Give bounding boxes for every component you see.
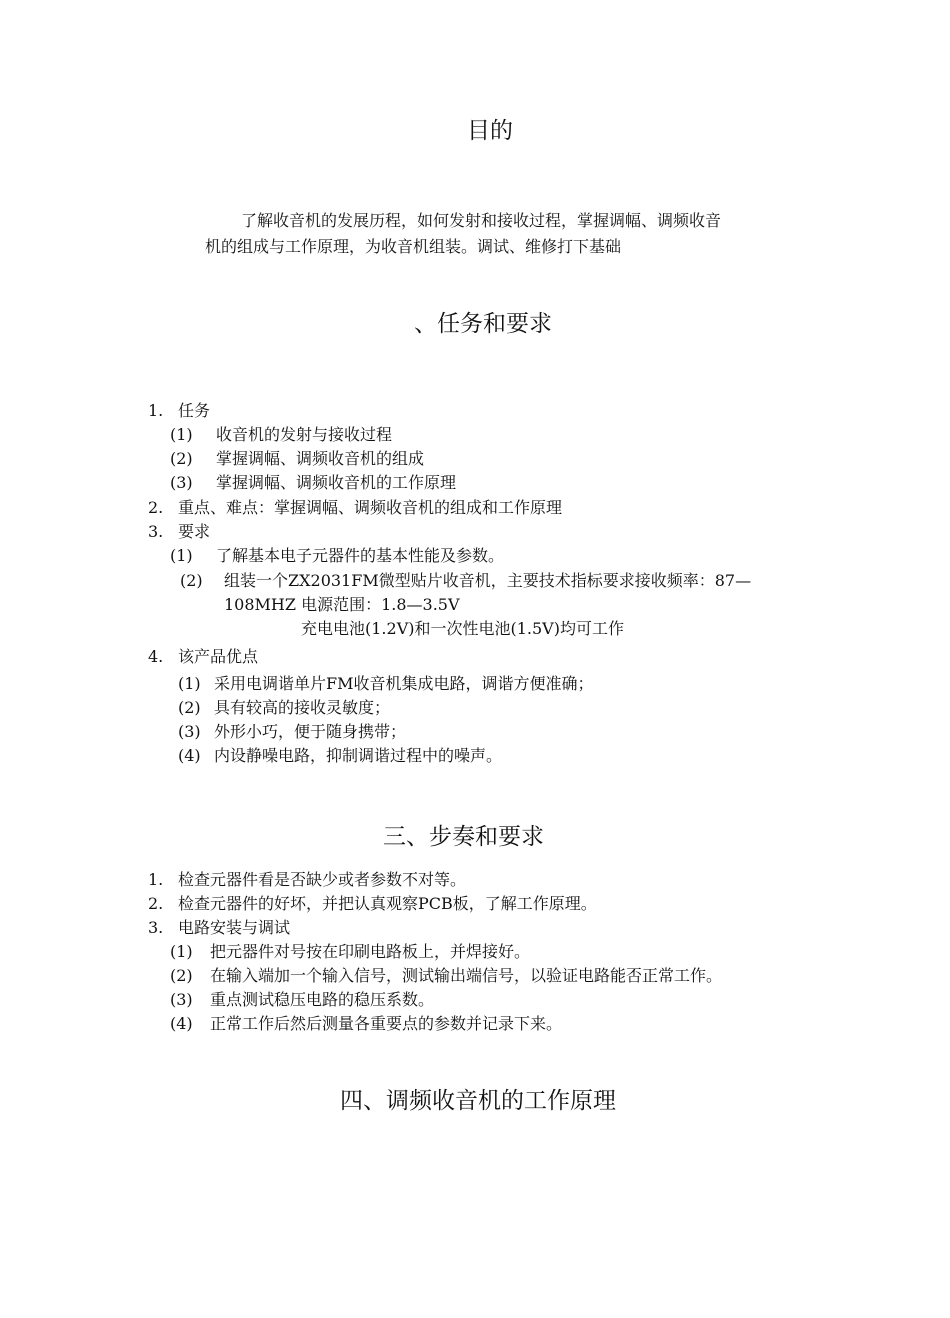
step-item bbox=[148, 893, 597, 915]
principle-heading: 四、调频收音机的工作原理 bbox=[340, 1088, 616, 1114]
step-item-number: (2) bbox=[170, 966, 193, 985]
task-item-text: 充电电池(1.2V)和一次性电池(1.5V)均可工作 bbox=[301, 619, 624, 638]
purpose-line-2: 机的组成与工作原理，为收音机组装。调试、维修打下基础 bbox=[205, 237, 622, 256]
step-item bbox=[148, 869, 466, 891]
task-item-continuation bbox=[224, 594, 460, 616]
task-item-number: (2) bbox=[180, 571, 203, 590]
task-item-text: 掌握调幅、调频收音机的工作原理 bbox=[216, 473, 457, 492]
step-item-text: 把元器件对号按在印刷电路板上，并焊接好。 bbox=[210, 942, 531, 961]
step-item-number: 2. bbox=[148, 894, 164, 913]
task-item-number: (4) bbox=[178, 746, 201, 765]
task-item-number: (3) bbox=[170, 473, 193, 492]
task-item-number: (1) bbox=[170, 546, 193, 565]
step-item-text: 电路安装与调试 bbox=[178, 918, 291, 937]
task-item-text: 采用电调谐单片FM收音机集成电路，调谐方便准确； bbox=[214, 674, 594, 693]
task-item bbox=[178, 697, 390, 719]
step-item-text: 检查元器件的好坏，并把认真观察PCB板，了解工作原理。 bbox=[178, 894, 597, 913]
step-item-number: 3. bbox=[148, 918, 164, 937]
task-item-text: 收音机的发射与接收过程 bbox=[216, 425, 393, 444]
task-item-number: 3. bbox=[148, 522, 164, 541]
task-item bbox=[148, 646, 258, 668]
task-item bbox=[170, 472, 456, 494]
task-item-text: 要求 bbox=[178, 522, 211, 541]
task-item bbox=[170, 448, 424, 470]
step-item-number: (3) bbox=[170, 990, 193, 1009]
step-item bbox=[170, 941, 530, 963]
task-item-continuation bbox=[301, 618, 624, 640]
task-item-number: (1) bbox=[178, 674, 201, 693]
task-item-number: 4. bbox=[148, 647, 164, 666]
purpose-line-1: 了解收音机的发展历程，如何发射和接收过程，掌握调幅、调频收音 bbox=[241, 211, 722, 230]
step-item-text: 重点测试稳压电路的稳压系数。 bbox=[210, 990, 435, 1009]
task-item-number: (3) bbox=[178, 722, 201, 741]
step-item bbox=[170, 965, 722, 987]
step-item-text: 正常工作后然后测量各重要点的参数并记录下来。 bbox=[210, 1014, 563, 1033]
task-item-number: 1. bbox=[148, 401, 164, 420]
task-item-number: (1) bbox=[170, 425, 193, 444]
step-item-text: 在输入端加一个输入信号，测试输出端信号，以验证电路能否正常工作。 bbox=[210, 966, 723, 985]
task-item-text: 任务 bbox=[178, 401, 211, 420]
task-item-text: 外形小巧，便于随身携带； bbox=[214, 722, 407, 741]
task-item-text: 重点、难点：掌握调幅、调频收音机的组成和工作原理 bbox=[178, 498, 563, 517]
task-item-text: 了解基本电子元器件的基本性能及参数。 bbox=[216, 546, 505, 565]
task-item bbox=[148, 400, 210, 422]
task-item-text: 内设静噪电路，抑制调谐过程中的噪声。 bbox=[214, 746, 503, 765]
task-item-text: 掌握调幅、调频收音机的组成 bbox=[216, 449, 425, 468]
task-item bbox=[178, 673, 594, 695]
task-item bbox=[170, 545, 504, 567]
task-item bbox=[170, 424, 392, 446]
step-item-number: 1. bbox=[148, 870, 164, 889]
step-item-number: (4) bbox=[170, 1014, 193, 1033]
task-item bbox=[178, 745, 502, 767]
task-item bbox=[180, 570, 751, 592]
task-item-text: 该产品优点 bbox=[178, 647, 259, 666]
task-item bbox=[148, 521, 210, 543]
tasks-heading: 、任务和要求 bbox=[414, 311, 552, 337]
task-item bbox=[178, 721, 406, 743]
task-item-text: 组装一个ZX2031FM微型贴片收音机，主要技术指标要求接收频率：87— bbox=[224, 571, 752, 590]
step-item bbox=[170, 989, 434, 1011]
purpose-heading: 目的 bbox=[467, 118, 513, 144]
step-item bbox=[170, 1013, 562, 1035]
steps-heading: 三、步奏和要求 bbox=[383, 824, 544, 850]
purpose-paragraph bbox=[205, 208, 815, 260]
step-item bbox=[148, 917, 290, 939]
task-item-number: 2. bbox=[148, 498, 164, 517]
task-item-number: (2) bbox=[170, 449, 193, 468]
task-item-text: 108MHZ 电源范围：1.8—3.5V bbox=[224, 595, 460, 614]
step-item-number: (1) bbox=[170, 942, 193, 961]
task-item bbox=[148, 497, 562, 519]
step-item-text: 检查元器件看是否缺少或者参数不对等。 bbox=[178, 870, 467, 889]
task-item-number: (2) bbox=[178, 698, 201, 717]
task-item-text: 具有较高的接收灵敏度； bbox=[214, 698, 391, 717]
